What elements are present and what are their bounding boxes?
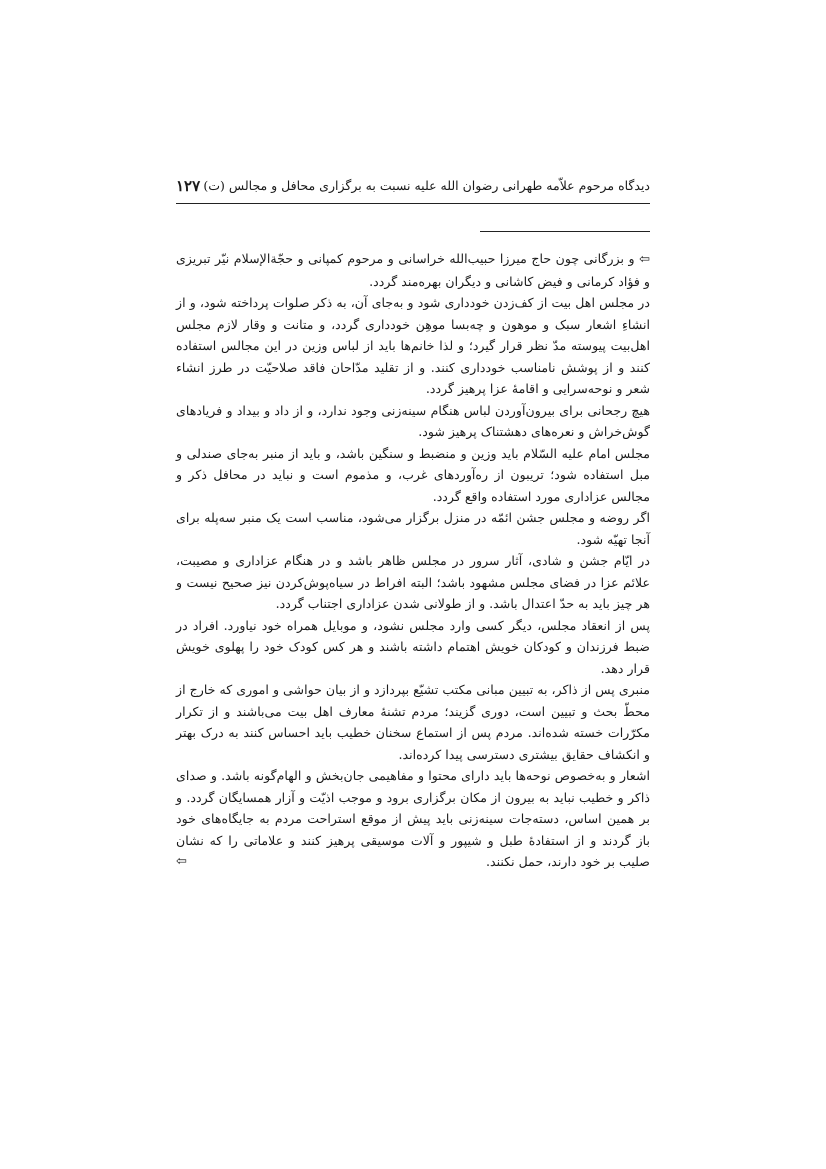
running-title: دیدگاه مرحوم علاّمه طهرانی رضوان الله علیه نسبت به برگزاری محافل و مجالس (ت)	[203, 178, 650, 193]
paragraph	[176, 248, 650, 292]
continuation-arrow-icon: ⇦	[639, 252, 650, 267]
end-arrow-icon: ⇦	[176, 854, 187, 869]
paragraph: پس از انعقاد مجلس، دیگر کسی وارد مجلس نشود، و موبایل همراه خود نیاورد. افراد در ضبط فرزندان و کودکان خویش اهتمام داشته باشند و هر کس کودک خود را پهلوی خویش قرار دهد.	[176, 617, 650, 676]
paragraph-text: و بزرگانی چون حاج میرزا حبیب‌الله خراسانی و مرحوم کمپانی و حجّة‌الإسلام نیّر تبریزی و فؤاد کرمانی و فیض کاشانی و دیگران بهره‌مند گردد.	[176, 251, 650, 289]
paragraph: منبری پس از ذاکر، به تبیین مبانی مکتب تشیّع بپردازد و از بیان حواشی و اموری که خارج از محطّ بحث و تبیین است، دوری گزیند؛ مردم تشنهٔ معارف اهل بیت می‌باشند و از تکرار مکرّرات خسته شده‌اند. مردم پس از استماع سخنان خطیب باید احساس کنند به درک بهتر و انکشاف حقایق بیشتری دسترسی پیدا کرده‌اند.	[176, 682, 650, 762]
page-number: ۱۲۷	[176, 177, 201, 195]
paragraph: مجلس امام علیه السّلام باید وزین و منضبط و سنگین باشد، و باید از منبر به‌جای صندلی و مبل استفاده شود؛ تریبون از ره‌آوردهای غرب، و مذموم است و نباید در محافل ذکر و مجالس عزاداری مورد استفاده واقع گردد.	[176, 445, 650, 504]
paragraph: اگر روضه و مجلس جشن ائمّه در منزل برگزار می‌شود، مناسب است یک منبر سه‌پله برای آنجا تهیّه شود.	[176, 510, 650, 547]
paragraph: در ایّام جشن و شادی، آثار سرور در مجلس ظاهر باشد و در هنگام عزاداری و مصیبت، علائم عزا در فضای مجلس مشهود باشد؛ البته افراط در سیاه‌پوش‌کردن نیز صحیح نیست و هر چیز باید به حدّ اعتدال باشد. و از طولانی شدن عزاداری اجتناب گردد.	[176, 553, 650, 611]
paragraph: در مجلس اهل بیت از کف‌زدن خودداری شود و به‌جای آن، به ذکر صلوات پرداخته شود، و از انشاءِ اشعار سبک و موهون و چه‌بسا موهِن خودداری گردد، و متانت و وقار لازم مجلس اهل‌بیت پیوسته مدّ نظر قرار گیرد؛ و لذا خانم‌ها باید از لباس وزین در این مجالس استفاده کنند و از پوشش نامناسب خودداری کنند. و از تقلید مدّاحان فاقد صلاحیّت در طرز انشاء شعر و نوحه‌سرایی و اقامهٔ عزا پرهیز گردد.	[176, 295, 650, 396]
separator-rule	[480, 231, 650, 232]
paragraph: هیچ رجحانی برای بیرون‌آوردن لباس هنگام سینه‌زنی وجود ندارد، و از داد و بیداد و فریادهای گوش‌خراش و نعره‌های دهشتناک پرهیز شود.	[176, 402, 650, 439]
running-header	[176, 177, 650, 204]
body-text	[176, 248, 650, 873]
paragraph-text: اشعار و به‌خصوص نوحه‌ها باید دارای محتوا و مفاهیمی جان‌بخش و الهام‌گونه باشد. و صدای ذاکر و خطیب نباید به بیرون از مکان برگزاری برود و موجب اذیّت و آزار همسایگان گردد. و بر همین اساس، دسته‌جات سینه‌زنی باید پیش از موقع استراحت مردم به جایگاه‌های خود باز گردند و از استفادهٔ طبل و شیپور و آلات موسیقی پرهیز کنند و علاماتی را که نشان صلیب بر خود دارند، حمل نکنند.	[176, 768, 650, 869]
paragraph	[176, 765, 650, 873]
